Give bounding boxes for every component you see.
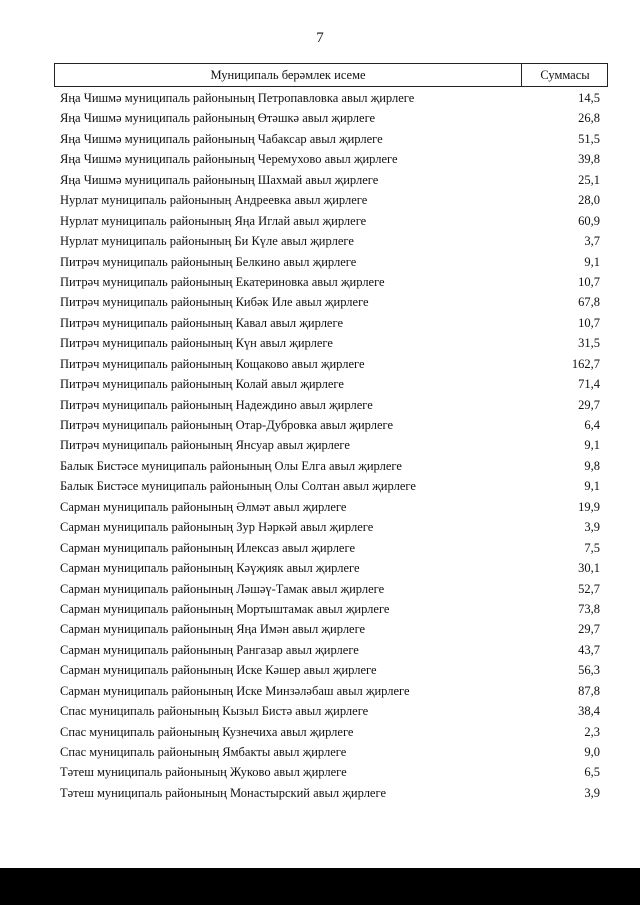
row-value: 10,7 xyxy=(578,274,600,289)
row-value: 6,5 xyxy=(584,765,600,780)
row-value: 71,4 xyxy=(578,377,600,392)
table-row xyxy=(60,252,600,272)
row-name: Сарман муниципаль районының Иске Минзәләбаш авыл җирлеге xyxy=(60,683,410,698)
row-value: 9,1 xyxy=(584,254,600,269)
table-row xyxy=(60,456,600,476)
column-header-sum: Суммасы xyxy=(540,68,590,82)
table-row xyxy=(60,292,600,312)
table-row xyxy=(60,231,600,251)
table-row xyxy=(60,558,600,578)
row-name: Сарман муниципаль районының Ләшәү-Тамак авыл җирлеге xyxy=(60,581,385,596)
table-row xyxy=(60,170,600,190)
table-row xyxy=(60,395,600,415)
row-value: 39,8 xyxy=(578,152,600,167)
table-row xyxy=(60,354,600,374)
table-row xyxy=(60,599,600,619)
page-number: 7 xyxy=(316,30,324,46)
table-row xyxy=(60,538,600,558)
row-name: Питрәч муниципаль районының Янсуар авыл җирлеге xyxy=(60,438,350,453)
row-name: Питрәч муниципаль районының Колай авыл җирлеге xyxy=(60,377,344,392)
row-name: Тәтеш муниципаль районының Жуково авыл җирлеге xyxy=(60,765,347,780)
table-row xyxy=(60,579,600,599)
table-row xyxy=(60,415,600,435)
table-row xyxy=(60,190,600,210)
row-value: 7,5 xyxy=(584,540,600,555)
row-value: 67,8 xyxy=(578,295,600,310)
row-value: 56,3 xyxy=(578,663,600,678)
table-row xyxy=(60,783,600,803)
table-row xyxy=(60,374,600,394)
row-name: Питрәч муниципаль районының Надеждино авыл җирлеге xyxy=(60,397,373,412)
row-value: 10,7 xyxy=(578,315,600,330)
row-value: 29,7 xyxy=(578,397,600,412)
row-name: Сарман муниципаль районының Әлмәт авыл җирлеге xyxy=(60,499,347,514)
table-body xyxy=(60,88,600,803)
row-value: 2,3 xyxy=(584,724,600,739)
row-name: Сарман муниципаль районының Зур Нәркәй авыл җирлеге xyxy=(60,520,374,535)
table-row xyxy=(60,742,600,762)
row-name: Нурлат муниципаль районының Би Күле авыл җирлеге xyxy=(60,234,354,249)
table-row xyxy=(60,211,600,231)
row-value: 9,8 xyxy=(584,458,600,473)
row-value: 162,7 xyxy=(571,356,600,371)
table-row xyxy=(60,640,600,660)
row-name: Сарман муниципаль районының Мортыштамак авыл җирлеге xyxy=(60,601,390,616)
table-row xyxy=(60,313,600,333)
table-row xyxy=(60,722,600,742)
scan-edge-bar xyxy=(0,868,640,905)
row-name: Питрәч муниципаль районының Екатериновка авыл җирлеге xyxy=(60,274,385,289)
row-value: 9,1 xyxy=(584,438,600,453)
table-row xyxy=(60,497,600,517)
row-value: 9,1 xyxy=(584,479,600,494)
table-row xyxy=(60,435,600,455)
row-name: Тәтеш муниципаль районының Монастырский авыл җирлеге xyxy=(60,785,386,800)
row-value: 19,9 xyxy=(578,499,600,514)
table-row xyxy=(60,129,600,149)
row-value: 6,4 xyxy=(584,418,600,432)
row-value: 31,5 xyxy=(578,336,600,351)
row-name: Яңа Чишмә муниципаль районының Шахмай авыл җирлеге xyxy=(60,172,379,187)
row-value: 60,9 xyxy=(578,213,600,228)
row-name: Сарман муниципаль районының Яңа Имән авыл җирлеге xyxy=(60,622,366,637)
row-value: 73,8 xyxy=(578,601,600,616)
row-name: Яңа Чишмә муниципаль районының Өтәшкә авыл җирлеге xyxy=(60,111,376,126)
row-name: Сарман муниципаль районының Рангазар авыл җирлеге xyxy=(60,642,359,657)
table-row xyxy=(60,272,600,292)
row-name: Питрәч муниципаль районының Кибәк Иле авыл җирлеге xyxy=(60,295,369,310)
row-name: Балык Бистәсе муниципаль районының Олы Елга авыл җирлеге xyxy=(60,458,402,473)
table-header xyxy=(54,63,608,87)
table-row xyxy=(60,108,600,128)
row-name: Яңа Чишмә муниципаль районының Чабаксар авыл җирлеге xyxy=(60,131,383,146)
table-row xyxy=(60,333,600,353)
table-row xyxy=(60,88,600,108)
table-row xyxy=(60,476,600,496)
table-row xyxy=(60,517,600,537)
row-name: Питрәч муниципаль районының Күн авыл җирлеге xyxy=(60,336,333,351)
table-row xyxy=(60,619,600,639)
row-value: 87,8 xyxy=(578,683,600,698)
row-name: Нурлат муниципаль районының Яңа Иглай авыл җирлеге xyxy=(60,213,367,228)
row-value: 9,0 xyxy=(584,745,600,759)
row-value: 28,0 xyxy=(578,193,600,208)
column-header-name: Муниципаль берәмлек исеме xyxy=(210,68,366,82)
table-row xyxy=(60,762,600,782)
row-name: Питрәч муниципаль районының Кавал авыл җирлеге xyxy=(60,315,343,330)
row-name: Сарман муниципаль районының Илексаз авыл җирлеге xyxy=(60,540,355,555)
row-value: 30,1 xyxy=(578,561,600,576)
row-value: 51,5 xyxy=(578,131,600,146)
table-row xyxy=(60,149,600,169)
row-name: Нурлат муниципаль районының Андреевка авыл җирлеге xyxy=(60,193,368,208)
row-value: 43,7 xyxy=(578,642,600,657)
row-value: 3,9 xyxy=(584,520,600,535)
row-name: Спас муниципаль районының Кузнечиха авыл җирлеге xyxy=(60,724,354,739)
row-value: 3,9 xyxy=(584,785,600,800)
row-value: 14,5 xyxy=(578,91,600,105)
table-row xyxy=(60,660,600,680)
row-name: Яңа Чишмә муниципаль районының Черемухово авыл җирлеге xyxy=(60,152,398,167)
row-value: 25,1 xyxy=(578,172,600,187)
table-row xyxy=(60,701,600,721)
row-name: Питрәч муниципаль районының Кощаково авыл җирлеге xyxy=(60,356,365,371)
row-name: Спас муниципаль районының Кызыл Бистә авыл җирлеге xyxy=(60,704,369,719)
row-name: Спас муниципаль районының Ямбакты авыл җирлеге xyxy=(60,745,347,759)
row-name: Сарман муниципаль районының Кәүҗияк авыл җирлеге xyxy=(60,561,360,576)
row-value: 52,7 xyxy=(578,581,600,596)
row-name: Питрәч муниципаль районының Белкино авыл җирлеге xyxy=(60,254,357,269)
table-row xyxy=(60,681,600,701)
row-value: 3,7 xyxy=(584,234,600,249)
row-name: Балык Бистәсе муниципаль районының Олы Солтан авыл җирлеге xyxy=(60,479,416,494)
row-name: Питрәч муниципаль районының Отар-Дубровка авыл җирлеге xyxy=(60,418,394,432)
row-name: Яңа Чишмә муниципаль районының Петропавловка авыл җирлеге xyxy=(60,91,415,105)
row-value: 38,4 xyxy=(578,704,600,719)
row-name: Сарман муниципаль районының Иске Кәшер авыл җирлеге xyxy=(60,663,377,678)
row-value: 29,7 xyxy=(578,622,600,637)
row-value: 26,8 xyxy=(578,111,600,126)
